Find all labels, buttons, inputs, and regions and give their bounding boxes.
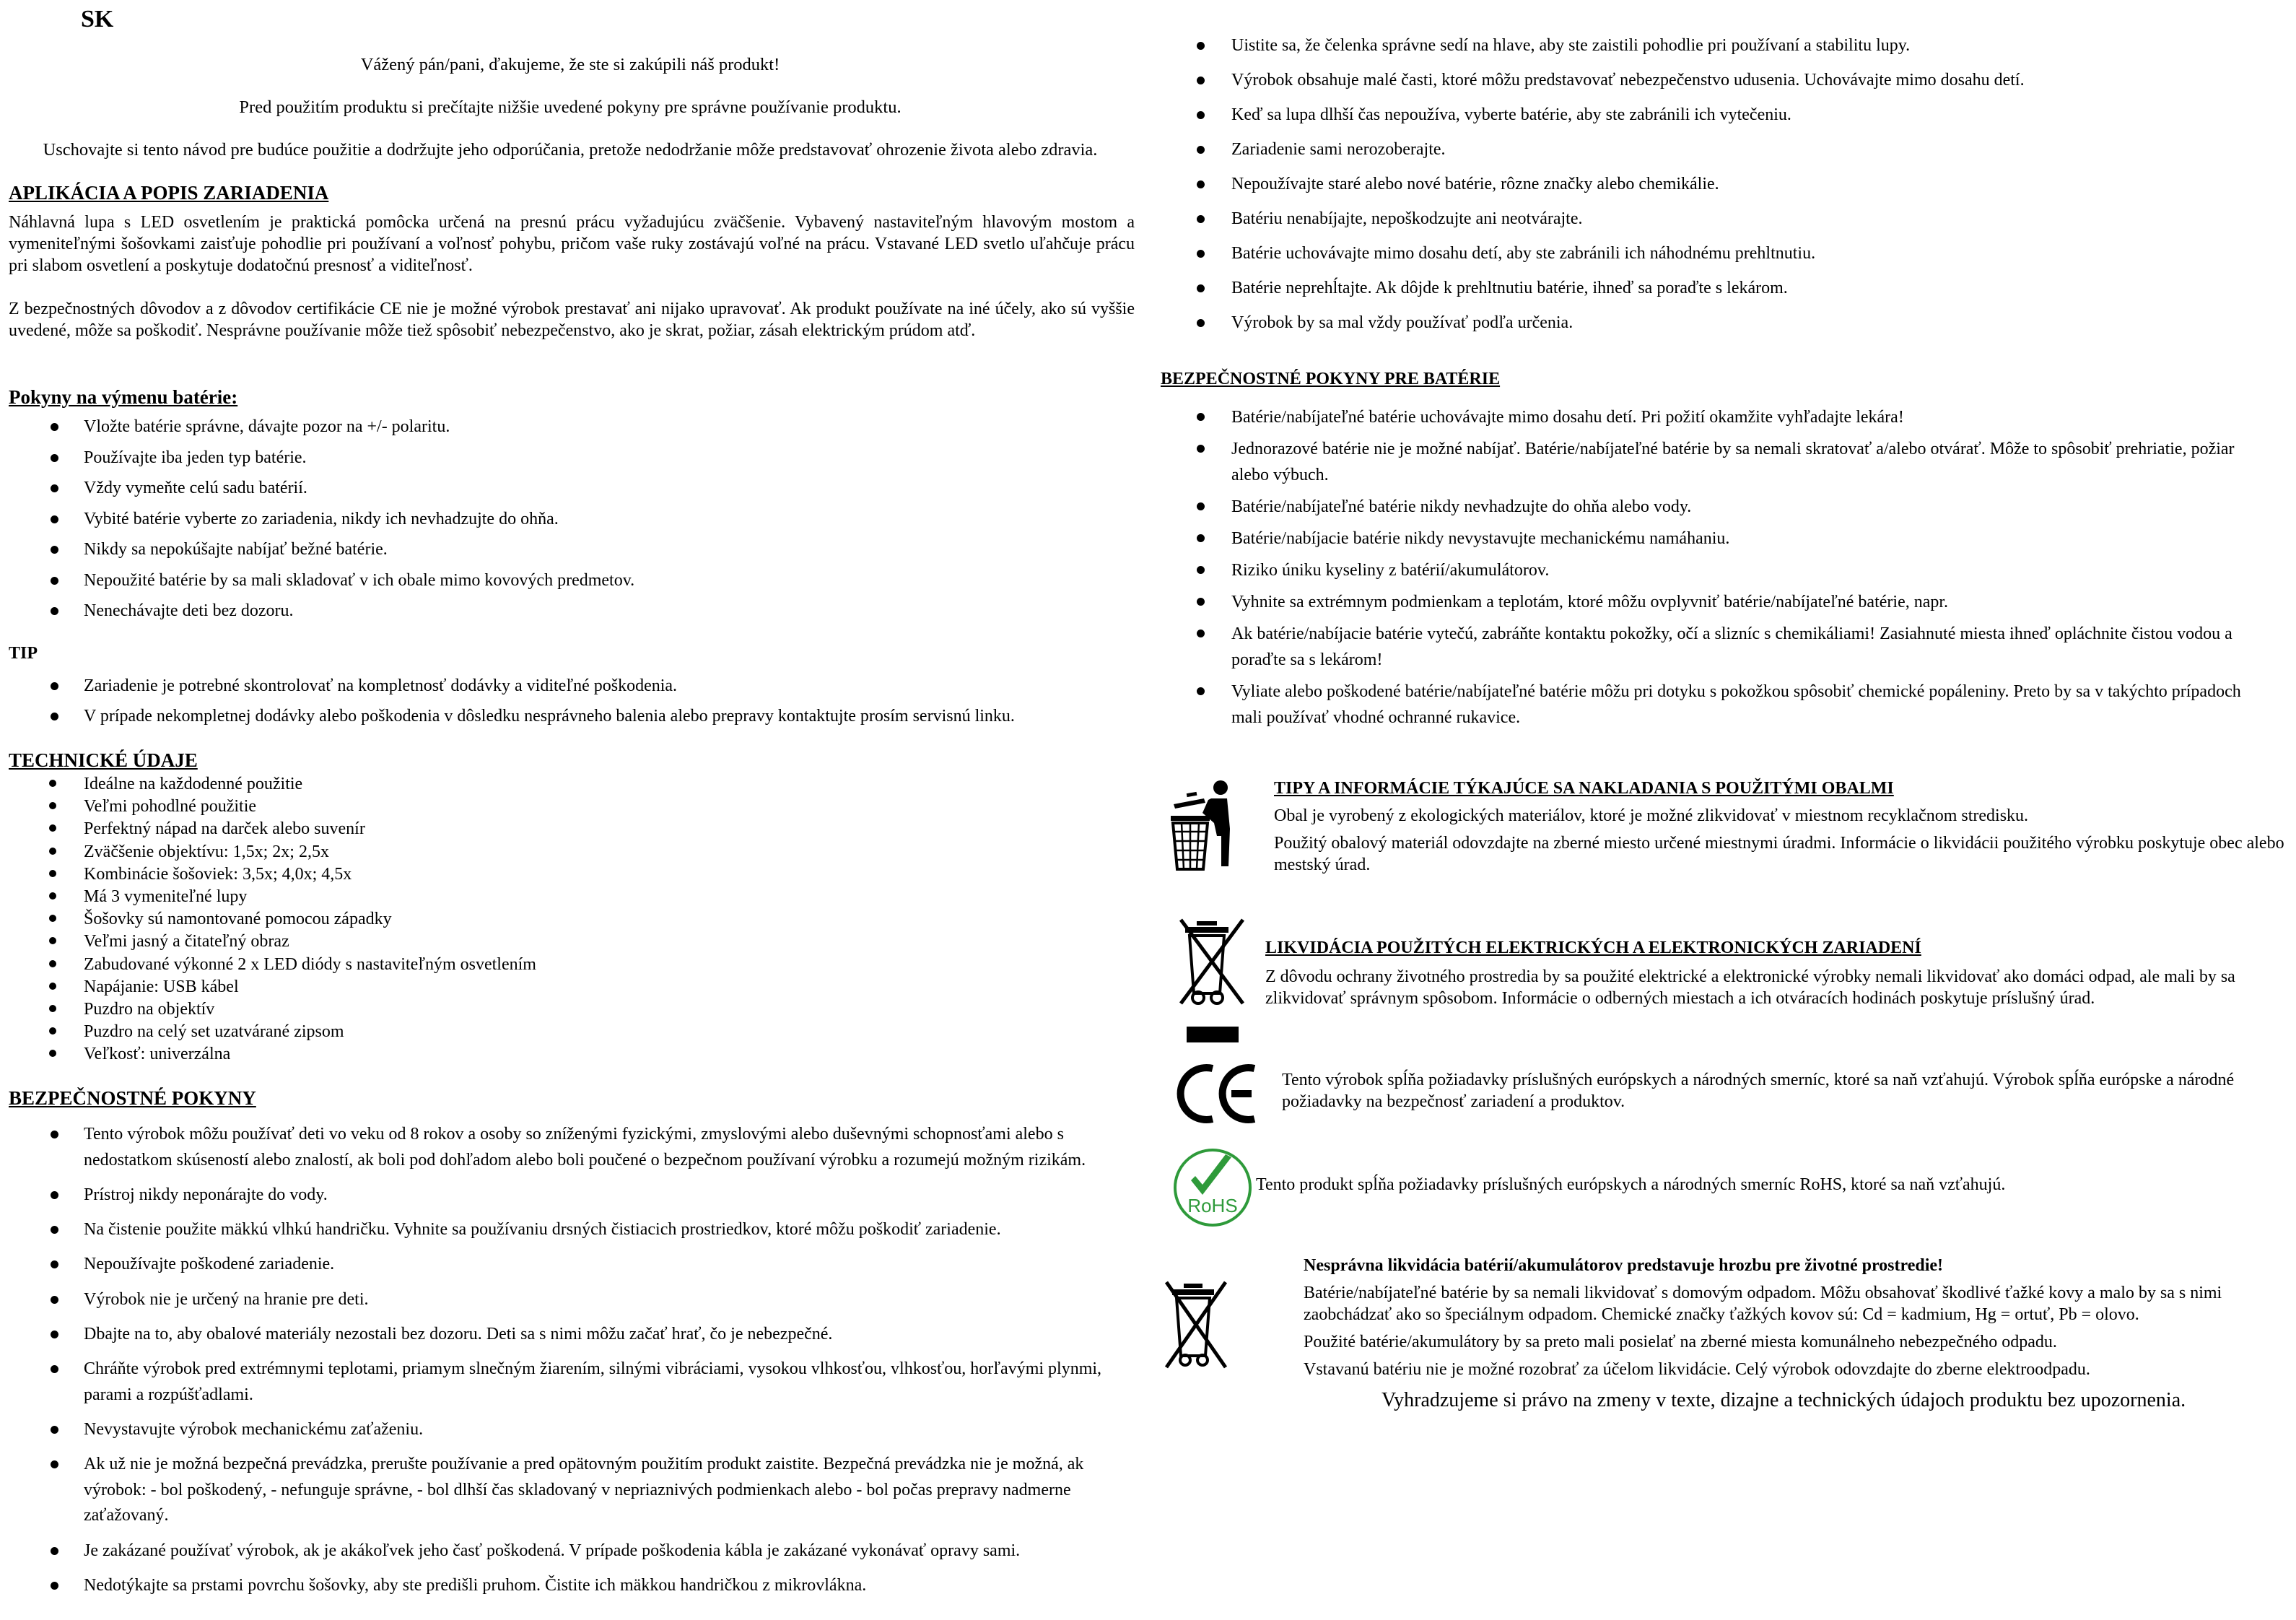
rights-reserved-note: Vyhradzujeme si právo na zmeny v texte, dizajne a technických údajoch produktu bez upozornenia. bbox=[1381, 1389, 2186, 1411]
list-item: Batérie/nabíjateľné batérie nikdy nevhadzujte do ohňa alebo vody. bbox=[1231, 494, 2271, 520]
list-item: Nenechávajte deti bez dozoru. bbox=[84, 600, 1130, 622]
list-item: Vyliate alebo poškodené batérie/nabíjateľné batérie môžu pri dotyku s pokožkou spôsobiť chemické popáleniny. Preto by sa v takýchto prípadoch mali používať vhodné ochranné rukavice. bbox=[1231, 679, 2271, 731]
battery-disposal-line: Batérie/nabíjateľné batérie by sa nemali likvidovať s domovým odpadom. Môžu obsahovať škodlivé ťažké kovy a malo by sa s nimi zaobchádzať ako so špeciálnym odpadom. Chemické značky ťažkých kovov sú: Cd = kadmium, Hg = ortuť, Pb = olovo. bbox=[1304, 1284, 2222, 1324]
list-item: Ideálne na každodenné použitie bbox=[84, 775, 1130, 793]
battery-disposal-bin-icon bbox=[1161, 1276, 1233, 1385]
list-item: Veľmi pohodlné použitie bbox=[84, 797, 1130, 816]
list-item: Tento výrobok môžu používať deti vo veku od 8 rokov a osoby so zníženými fyzickými, zmyslovými alebo duševnými schopnosťami alebo s nedostatkom skúseností alebo znalostí, ak boli pod dohľadom alebo boli poučené o bezpečnom používaní výrobku a rozumejú možným rizikám. bbox=[84, 1122, 1123, 1173]
list-item: Vybité batérie vyberte zo zariadenia, nikdy ich nevhadzujte do ohňa. bbox=[84, 508, 1130, 530]
list-item: Batérie/nabíjacie batérie nikdy nevystavujte mechanickému namáhaniu. bbox=[1231, 526, 2271, 552]
battery-disposal-line: Použité batérie/akumulátory by sa preto mali posielať na zberné miesta komunálneho nebezpečného odpadu. bbox=[1304, 1333, 2057, 1351]
list-item: Výrobok nie je určený na hranie pre deti. bbox=[84, 1287, 1123, 1313]
list-item: Uistite sa, že čelenka správne sedí na hlave, aby ste zaistili pohodlie pri používaní a stabilitu lupy. bbox=[1231, 35, 2271, 56]
list-item: Batérie uchovávajte mimo dosahu detí, aby ste zabránili ich náhodnému prehltnutiu. bbox=[1231, 243, 2271, 264]
list-item: Jednorazové batérie nie je možné nabíjať. Batérie/nabíjateľné batérie by sa nemali skratovať a/alebo otvárať. Môže to spôsobiť prehriatie, požiar alebo výbuch. bbox=[1231, 436, 2271, 488]
list-item: Nepoužívajte poškodené zariadenie. bbox=[84, 1252, 1123, 1278]
list-item: Nepoužité batérie by sa mali skladovať v ich obale mimo kovových predmetov. bbox=[84, 570, 1130, 591]
list-item: Perfektný nápad na darček alebo suvenír bbox=[84, 819, 1130, 838]
technical-heading: TECHNICKÉ ÚDAJE bbox=[9, 749, 198, 771]
list-item: Napájanie: USB kábel bbox=[84, 977, 1130, 996]
list-item: V prípade nekompletnej dodávky alebo poškodenia v dôsledku nesprávneho balenia alebo prepravy kontaktujte prosím servisnú linku. bbox=[84, 705, 1130, 727]
technical-list bbox=[84, 775, 1130, 1067]
list-item: Vložte batérie správne, dávajte pozor na +/- polaritu. bbox=[84, 416, 1130, 437]
list-item: Ak už nie je možná bezpečná prevádzka, prerušte používanie a pred opätovným použitím produkt zaistite. Bezpečná prevádzka nie je možná, ak výrobok: - bol poškodený, - nefunguje správne, - bol dlhší čas skladovaný v nepriaznivých podmienkach alebo - bol počas prepravy nadmerne zaťažovaný. bbox=[84, 1452, 1123, 1529]
packaging-text bbox=[1274, 805, 2284, 881]
list-item: Chráňte výrobok pred extrémnymi teplotami, priamym slnečným žiarením, silnými vibráciami, vysokou vlhkosťou, vlhkosťou, horľavými plynmi, parami a rozpúšťadlami. bbox=[84, 1356, 1123, 1408]
list-item: Je zakázané používať výrobok, ak je akákoľvek jeho časť poškodená. V prípade poškodenia kábla je zakázané vykonávať opravy sami. bbox=[84, 1538, 1123, 1564]
list-item: Kombinácie šošoviek: 3,5x; 4,0x; 4,5x bbox=[84, 865, 1130, 884]
intro-keep-manual: Uschovajte si tento návod pre budúce použitie a dodržujte jeho odporúčania, pretože nedodržanie môže predstavovať ohrozenie života alebo zdravia. bbox=[43, 140, 1098, 160]
crossed-out-bin-icon bbox=[1177, 917, 1249, 1047]
packaging-line: Použitý obalový materiál odovzdajte na zberné miesto určené miestnymi úradmi. Informácie o likvidácii použitého výrobku poskytuje obec alebo mestský úrad. bbox=[1274, 834, 2284, 874]
tip-heading: TIP bbox=[9, 644, 38, 663]
list-item: Zväčšenie objektívu: 1,5x; 2x; 2,5x bbox=[84, 842, 1130, 861]
battery-safety-heading: BEZPEČNOSTNÉ POKYNY PRE BATÉRIE bbox=[1161, 370, 1501, 388]
battery-disposal-line: Vstavanú batériu nie je možné rozobrať za účelom likvidácie. Celý výrobok odovzdajte do zberne elektroodpadu. bbox=[1304, 1360, 2090, 1379]
list-item: Vyhnite sa extrémnym podmienkam a teplotám, ktoré môžu ovplyvniť batérie/nabíjateľné batérie, napr. bbox=[1231, 589, 2271, 615]
packaging-heading: TIPY A INFORMÁCIE TÝKAJÚCE SA NAKLADANIA S POUŽITÝMI OBALMI bbox=[1274, 779, 1894, 798]
tip-list bbox=[84, 675, 1130, 736]
list-item: Nevystavujte výrobok mechanickému zaťaženiu. bbox=[84, 1417, 1123, 1443]
application-description: Náhlavná lupa s LED osvetlením je praktická pomôcka určená na presnú prácu vyžadujúcu zväčšenie. Vybavený nastaviteľným hlavovým mostom a vymeniteľnými šošovkami zaisťuje pohodlie pri používaní a voľnosť pohybu, pričom vaše ruky zostávajú voľné na prácu. Vstavané LED svetlo uľahčuje prácu pri slabom osvetlení a poskytuje dodatočnú presnosť a viditeľnosť. bbox=[9, 213, 1135, 275]
rohs-logo-icon bbox=[1171, 1146, 1257, 1232]
list-item: Nikdy sa nepokúšajte nabíjať bežné batérie. bbox=[84, 539, 1130, 560]
list-item: Riziko úniku kyseliny z batérií/akumulátorov. bbox=[1231, 557, 2271, 583]
safety-list bbox=[84, 1122, 1123, 1608]
list-item: Dbajte na to, aby obalové materiály nezostali bez dozoru. Deti sa s nimi môžu začať hrať, čo je nebezpečné. bbox=[84, 1322, 1123, 1348]
list-item: Zariadenie sami nerozoberajte. bbox=[1231, 139, 2271, 160]
list-item: Na čistenie použite mäkkú vlhkú handričku. Vyhnite sa používaniu drsných čistiacich prostriedkov, ktoré môžu poškodiť zariadenie. bbox=[84, 1217, 1123, 1243]
rohs-text: Tento produkt spĺňa požiadavky príslušných európskych a národných smerníc RoHS, ktoré sa naň vzťahujú. bbox=[1256, 1175, 2006, 1194]
list-item: Šošovky sú namontované pomocou západky bbox=[84, 910, 1130, 928]
list-item: Nepoužívajte staré alebo nové batérie, rôzne značky alebo chemikálie. bbox=[1231, 173, 2271, 195]
list-item: Batériu nenabíjajte, nepoškodzujte ani neotvárajte. bbox=[1231, 208, 2271, 230]
ce-mark-icon bbox=[1177, 1061, 1263, 1126]
list-item: Veľmi jasný a čitateľný obraz bbox=[84, 932, 1130, 951]
safety-list-continued bbox=[1231, 35, 2271, 347]
battery-disposal-heading: Nesprávna likvidácia batérií/akumulátorov predstavuje hrozbu pre životné prostredie! bbox=[1304, 1256, 1944, 1275]
list-item: Veľkosť: univerzálna bbox=[84, 1045, 1130, 1063]
rohs-logo-text: RoHS bbox=[1187, 1195, 1238, 1216]
weee-heading: LIKVIDÁCIA POUŽITÝCH ELEKTRICKÝCH A ELEKTRONICKÝCH ZARIADENÍ bbox=[1265, 939, 1921, 957]
list-item: Výrobok by sa mal vždy používať podľa určenia. bbox=[1231, 312, 2271, 334]
list-item: Používajte iba jeden typ batérie. bbox=[84, 447, 1130, 469]
battery-replacement-heading: Pokyny na výmenu batérie: bbox=[9, 386, 238, 408]
intro-greeting: Vážený pán/pani, ďakujeme, že ste si zakúpili náš produkt! bbox=[360, 55, 780, 74]
ce-text: Tento výrobok spĺňa požiadavky príslušných európskych a národných smerníc, ktoré sa naň vzťahujú. Výrobok spĺňa európske a národné požiadavky na bezpečnosť zariadení a produktov. bbox=[1282, 1071, 2235, 1111]
recycling-bin-icon bbox=[1166, 778, 1246, 887]
battery-replacement-list bbox=[84, 416, 1130, 631]
list-item: Batérie/nabíjateľné batérie uchovávajte mimo dosahu detí. Pri požití okamžite vyhľadajte lekára! bbox=[1231, 404, 2271, 430]
list-item: Keď sa lupa dlhší čas nepoužíva, vyberte batérie, aby ste zabránili ich vytečeniu. bbox=[1231, 104, 2271, 126]
list-item: Zabudované výkonné 2 x LED diódy s nastaviteľným osvetlením bbox=[84, 955, 1130, 974]
language-code: SK bbox=[81, 6, 114, 32]
application-warning: Z bezpečnostných dôvodov a z dôvodov certifikácie CE nie je možné výrobok prestavať ani nijako upravovať. Ak produkt používate na iné účely, ako sú vyššie uvedené, môže sa poškodiť. Nesprávne používanie môže tiež spôsobiť nebezpečenstvo, ako je skrat, požiar, zásah elektrickým prúdom atď. bbox=[9, 300, 1135, 340]
weee-text: Z dôvodu ochrany životného prostredia by sa použité elektrické a elektronické výrobky nemali likvidovať ako domáci odpad, ale mali by sa zlikvidovať správnym spôsobom. Informácie o odberných miestach a ich otváracích hodinách poskytuje príslušný úrad. bbox=[1265, 967, 2235, 1008]
list-item: Ak batérie/nabíjacie batérie vytečú, zabráňte kontaktu pokožky, očí a slizníc s chemikáliami! Zasiahnuté miesta ihneď opláchnite čistou vodou a poraďte sa s lekárom! bbox=[1231, 621, 2271, 673]
list-item: Puzdro na objektív bbox=[84, 1000, 1130, 1019]
list-item: Vždy vymeňte celú sadu batérií. bbox=[84, 477, 1130, 499]
intro-read-instructions: Pred použitím produktu si prečítajte nižšie uvedené pokyny pre správne používanie produktu. bbox=[239, 97, 902, 117]
list-item: Zariadenie je potrebné skontrolovať na kompletnosť dodávky a viditeľné poškodenia. bbox=[84, 675, 1130, 697]
packaging-line: Obal je vyrobený z ekologických materiálov, ktoré je možné zlikvidovať v miestnom recyklačnom stredisku. bbox=[1274, 806, 2029, 825]
list-item: Batérie neprehĺtajte. Ak dôjde k prehltnutiu batérie, ihneď sa poraďte s lekárom. bbox=[1231, 277, 2271, 299]
list-item: Puzdro na celý set uzatvárané zipsom bbox=[84, 1022, 1130, 1041]
battery-disposal-text bbox=[1304, 1282, 2271, 1386]
battery-safety-list bbox=[1231, 404, 2271, 736]
list-item: Prístroj nikdy neponárajte do vody. bbox=[84, 1183, 1123, 1209]
list-item: Nedotýkajte sa prstami povrchu šošovky, aby ste predišli pruhom. Čistite ich mäkkou handričkou z mikrovlákna. bbox=[84, 1573, 1123, 1599]
application-heading: APLIKÁCIA A POPIS ZARIADENIA bbox=[9, 182, 329, 204]
list-item: Výrobok obsahuje malé časti, ktoré môžu predstavovať nebezpečenstvo udusenia. Uchovávajte mimo dosahu detí. bbox=[1231, 69, 2271, 91]
safety-heading: BEZPEČNOSTNÉ POKYNY bbox=[9, 1087, 256, 1109]
list-item: Má 3 vymeniteľné lupy bbox=[84, 887, 1130, 906]
